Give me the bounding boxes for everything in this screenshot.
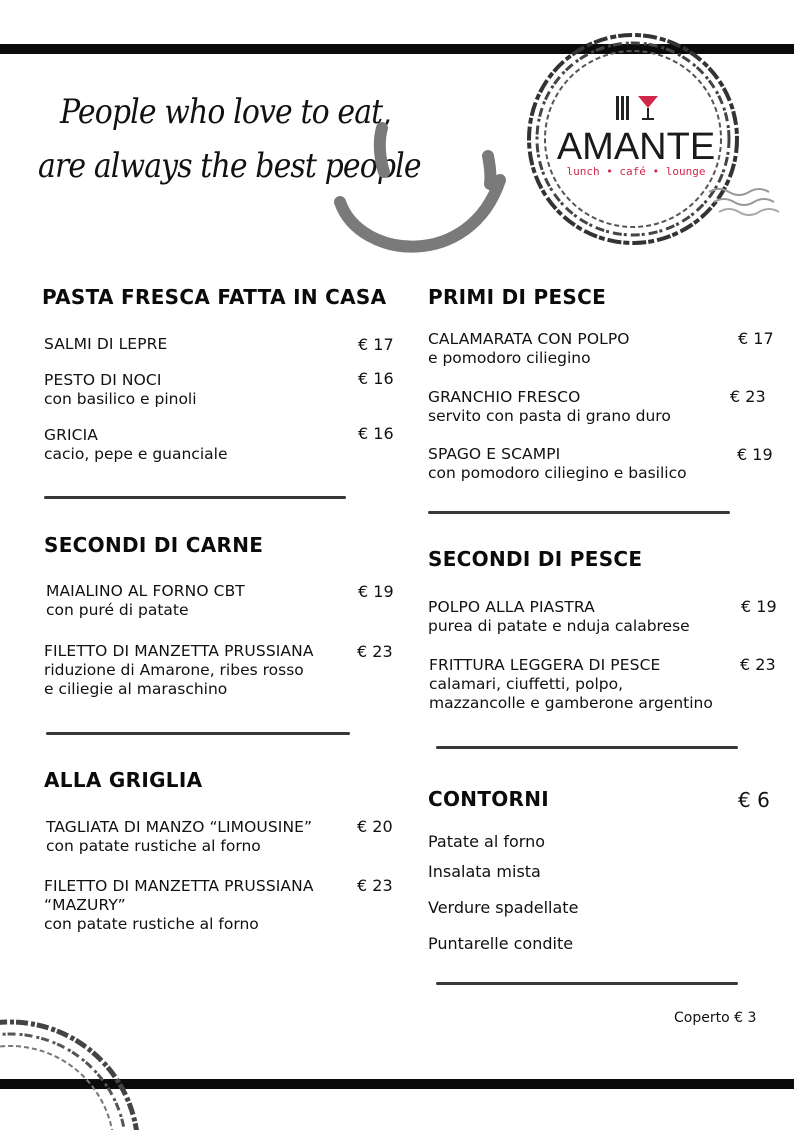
- section-title-carne: SECONDI DI CARNE: [44, 533, 264, 557]
- brand-name: AMANTE: [556, 126, 716, 168]
- side-dish-item: Verdure spadellate: [428, 898, 579, 917]
- section-divider: [428, 511, 730, 514]
- menu-item: GRANCHIO FRESCO servito con pasta di grano duro: [428, 388, 671, 425]
- cover-charge: Coperto € 3: [674, 1010, 757, 1026]
- section-title-secondi-pesce: SECONDI DI PESCE: [428, 547, 643, 571]
- menu-item: MAIALINO AL FORNO CBT con puré di patate: [46, 582, 245, 619]
- menu-item-price: € 19: [737, 445, 773, 464]
- menu-item: TAGLIATA DI MANZO “LIMOUSINE” con patate rustiche al forno: [46, 818, 313, 855]
- menu-item: FILETTO DI MANZETTA PRUSSIANA riduzione di Amarone, ribes rosso e ciliegie al maraschino: [44, 642, 314, 698]
- menu-item: GRICIA cacio, pepe e guanciale: [44, 426, 228, 463]
- menu-item-price: € 19: [741, 597, 777, 616]
- menu-item-price: € 20: [357, 817, 393, 836]
- menu-item-price: € 17: [738, 329, 774, 348]
- slogan-line-1: People who love to eat,: [60, 92, 391, 132]
- menu-item-price: € 17: [358, 335, 394, 354]
- section-title-griglia: ALLA GRIGLIA: [44, 768, 203, 792]
- menu-item-price: € 23: [740, 655, 776, 674]
- side-dish-item: Patate al forno: [428, 832, 545, 851]
- section-divider: [44, 496, 346, 499]
- decorative-stamp: [0, 1010, 200, 1130]
- menu-item-price: € 23: [357, 642, 393, 661]
- section-title-pasta: PASTA FRESCA FATTA IN CASA: [42, 285, 387, 309]
- section-divider: [46, 732, 350, 735]
- side-dish-item: Insalata mista: [428, 862, 541, 881]
- section-title-contorni: CONTORNI: [428, 787, 550, 811]
- menu-item-price: € 16: [358, 369, 394, 388]
- contorni-price: € 6: [738, 788, 770, 812]
- side-dish-item: Puntarelle condite: [428, 934, 574, 953]
- brand-tagline: lunch • café • lounge: [566, 165, 706, 178]
- slogan-line-2: are always the best people: [38, 146, 421, 186]
- section-divider: [436, 746, 738, 749]
- menu-item: FRITTURA LEGGERA DI PESCE calamari, ciuffetti, polpo, mazzancolle e gamberone argentino: [429, 656, 713, 712]
- cocktail-glass-icon: [638, 96, 658, 120]
- menu-item-price: € 19: [358, 582, 394, 601]
- menu-item-price: € 23: [730, 387, 766, 406]
- menu-item-price: € 16: [358, 424, 394, 443]
- menu-item: PESTO DI NOCI con basilico e pinoli: [44, 371, 197, 408]
- menu-item: FILETTO DI MANZETTA PRUSSIANA “MAZURY” con patate rustiche al forno: [44, 877, 314, 933]
- menu-item: SPAGO E SCAMPI con pomodoro ciliegino e basilico: [428, 445, 687, 482]
- menu-item-price: € 23: [357, 876, 393, 895]
- menu-item: POLPO ALLA PIASTRA purea di patate e nduja calabrese: [428, 598, 690, 635]
- fork-knife-icon: [616, 96, 629, 120]
- smiley-icon: [320, 120, 520, 270]
- menu-item: SALMI DI LEPRE: [44, 335, 168, 353]
- section-divider: [436, 982, 738, 985]
- menu-item: CALAMARATA CON POLPO e pomodoro ciliegino: [428, 330, 630, 367]
- section-title-primi-pesce: PRIMI DI PESCE: [428, 285, 607, 309]
